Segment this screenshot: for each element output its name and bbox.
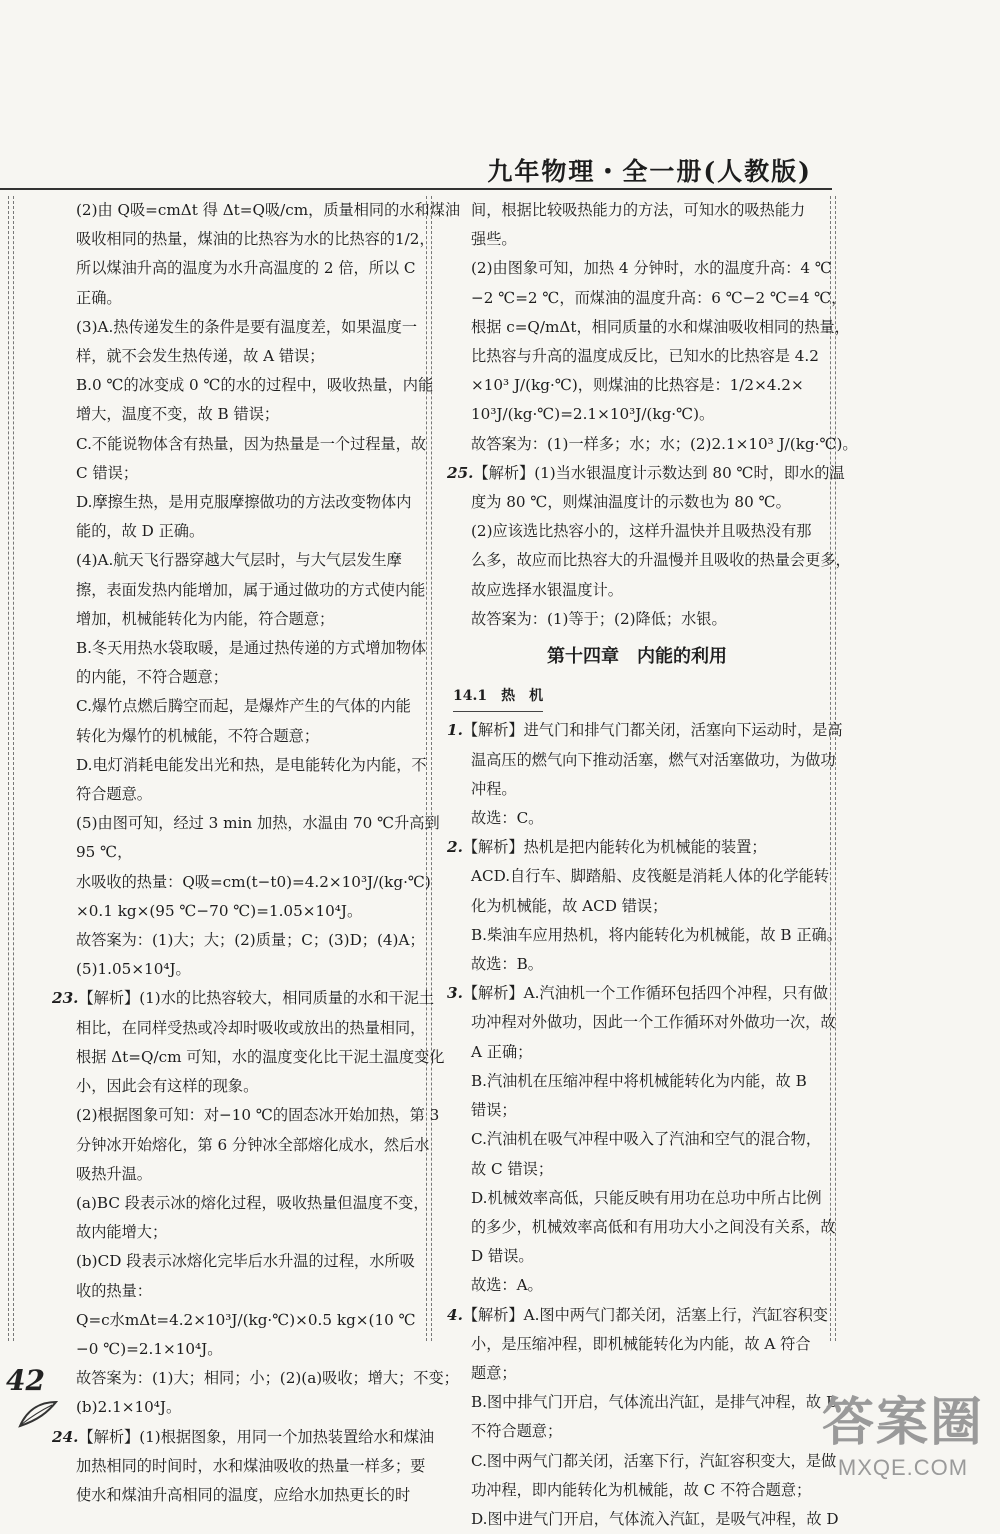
- question-number: 1.: [447, 721, 463, 740]
- text-line: [58, 430, 427, 459]
- text-line: [453, 1388, 838, 1417]
- line-text: 故应选择水银温度计。: [471, 580, 623, 599]
- line-text: 故选：B。: [471, 955, 543, 974]
- line-text: 功冲程，即内能转化为机械能，故 C 不符合题意；: [471, 1480, 812, 1499]
- line-text: 度为 80 ℃，则煤油温度计的示数也为 80 ℃。: [471, 493, 791, 512]
- line-text: 根据 c=Q/mΔt，相同质量的水和煤油吸收相同的热量，: [471, 317, 850, 336]
- text-line: [447, 1301, 828, 1330]
- chapter-title: 第十四章 内能的利用: [547, 646, 727, 668]
- line-text: 10³J/(kg·℃)=2.1×10³J/(kg·℃)。: [471, 405, 715, 424]
- line-text: (3)A.热传递发生的条件是要有温度差，如果温度一: [76, 317, 418, 336]
- line-text: (b)CD 段表示冰熔化完毕后水升温的过程，水所吸: [76, 1252, 415, 1271]
- line-text: 间，根据比较吸热能力的方法，可知水的吸热能力: [471, 201, 806, 219]
- line-text: (2)根据图象可知：对−10 ℃的固态冰开始加热，第 3: [76, 1106, 440, 1125]
- text-line: [453, 1038, 821, 1067]
- text-line: [453, 1184, 821, 1213]
- text-line: [453, 1155, 821, 1184]
- text-line: [453, 371, 821, 400]
- text-line: [58, 838, 418, 867]
- text-line: [453, 605, 821, 634]
- line-text: (4)A.航天飞行器穿越大气层时，与大气层发生摩: [76, 551, 402, 570]
- line-text: 增加，机械能转化为内能，符合题意；: [76, 609, 335, 628]
- line-text: 功冲程对外做功，因此一个工作循环对外做功一次，故: [471, 1013, 836, 1032]
- line-text: 吸热升温。: [76, 1164, 152, 1183]
- text-line: [453, 225, 821, 254]
- line-text: (2)由 Q吸=cmΔt 得 Δt=Q吸/cm，质量相同的水和煤油: [76, 201, 461, 219]
- text-line: [453, 1505, 839, 1534]
- text-line: [453, 862, 829, 891]
- text-line: [453, 517, 821, 546]
- line-text: 【解析】(1)水的比热容较大，相同质量的水和干泥土: [78, 989, 435, 1008]
- question-number: 4.: [447, 1305, 463, 1324]
- line-text: (a)BC 段表示冰的熔化过程，吸收热量但温度不变，: [76, 1193, 429, 1212]
- line-text: 使水和煤油升高相同的温度，应给水加热更长的时: [76, 1485, 411, 1504]
- line-text: (b)2.1×10⁴J。: [76, 1398, 182, 1417]
- text-line: [58, 1160, 418, 1189]
- text-line: [58, 313, 418, 342]
- line-text: 故选：A。: [471, 1276, 543, 1295]
- line-text: C.汽油机在吸气冲程中吸入了汽油和空气的混合物，: [471, 1130, 822, 1149]
- text-line: [447, 716, 843, 745]
- line-text: 错误；: [471, 1101, 517, 1120]
- line-text: 【解析】(1)当水银温度计示数达到 80 ℃时，即水的温: [473, 463, 845, 482]
- text-line: [453, 1125, 821, 1154]
- text-line: [453, 775, 821, 804]
- text-line: [453, 284, 847, 313]
- text-line: [58, 780, 418, 809]
- line-text: B.0 ℃的冰变成 0 ℃的水的过程中，吸收热量，内能: [76, 376, 434, 395]
- text-line: [453, 196, 821, 225]
- line-text: 故答案为：(1)大；大；(2)质量；C；(3)D；(4)A；: [76, 931, 425, 950]
- line-text: 根据 Δt=Q/cm 可知，水的温度变化比干泥土温度变化: [76, 1047, 445, 1066]
- line-text: 水吸收的热量：Q吸=cm(t−t0)=4.2×10³J/(kg·℃): [76, 872, 431, 891]
- section-title: 14.1 热 机: [453, 682, 543, 712]
- text-line: [453, 1447, 837, 1476]
- line-text: D.图中进气门开启，气体流入汽缸，是吸气冲程，故 D: [471, 1509, 839, 1528]
- left-margin-rail: [8, 196, 14, 1341]
- text-line: [58, 926, 425, 955]
- text-line: [58, 1218, 418, 1247]
- line-text: 【解析】A.图中两气门都关闭，活塞上行，汽缸容积变: [462, 1305, 828, 1324]
- text-line: [447, 833, 821, 862]
- line-text: 【解析】热机是把内能转化为机械能的装置；: [462, 838, 767, 857]
- line-text: −0 ℃)=2.1×10⁴J。: [76, 1339, 223, 1358]
- text-line: [58, 1247, 418, 1276]
- line-text: 正确。: [76, 288, 122, 307]
- line-text: 95 ℃，: [76, 843, 133, 862]
- text-line: [58, 459, 418, 488]
- text-line: [453, 1067, 821, 1096]
- text-line: [453, 921, 842, 950]
- text-line: [453, 1242, 821, 1271]
- line-text: ×0.1 kg×(95 ℃−70 ℃)=1.05×10⁴J。: [76, 901, 363, 920]
- question-number: 2.: [447, 838, 463, 857]
- text-line: [453, 1417, 821, 1446]
- text-line: [453, 892, 821, 921]
- line-text: C.爆竹点燃后腾空而起，是爆炸产生的气体的内能: [76, 697, 411, 716]
- text-line: [453, 1476, 821, 1505]
- text-line: [58, 546, 418, 575]
- text-line: [453, 313, 850, 342]
- text-line: [52, 984, 435, 1013]
- line-text: 的内能，不符合题意；: [76, 668, 228, 687]
- line-text: D.机械效率高低，只能反映有用功在总功中所占比例: [471, 1188, 822, 1207]
- text-line: [58, 1101, 440, 1130]
- question-number: 23.: [52, 989, 79, 1008]
- text-line: [58, 1014, 426, 1043]
- text-line: [58, 576, 426, 605]
- line-text: C.不能说物体含有热量，因为热量是一个过程量，故: [76, 434, 427, 453]
- line-text: 加热相同的时间时，水和煤油吸收的热量一样多；要: [76, 1456, 426, 1475]
- line-text: 样，就不会发生热传递，故 A 错误；: [76, 347, 325, 366]
- text-line: [453, 254, 832, 283]
- line-text: (5)由图可知，经过 3 min 加热，水温由 70 ℃升高到: [76, 814, 440, 833]
- line-text: 故答案为：(1)一样多；水；水；(2)2.1×10³ J/(kg·℃)。: [471, 434, 858, 453]
- text-line: [58, 692, 418, 721]
- line-text: B.图中排气门开启，气体流出汽缸，是排气冲程，故 B: [471, 1393, 838, 1412]
- line-text: 擦，表面发热内能增加，属于通过做功的方式使内能: [76, 580, 426, 599]
- text-line: [58, 371, 434, 400]
- text-line: [447, 979, 828, 1008]
- line-text: 化为机械能，故 ACD 错误；: [471, 896, 668, 915]
- text-line: [58, 517, 418, 546]
- text-line: [58, 225, 435, 254]
- watermark: [822, 1380, 984, 1481]
- text-line: [58, 488, 418, 517]
- right-column: [447, 196, 858, 1534]
- text-line: [58, 284, 418, 313]
- text-line: [58, 1364, 459, 1393]
- line-text: 收的热量：: [76, 1281, 152, 1300]
- text-line: [58, 868, 431, 897]
- text-line: [58, 605, 418, 634]
- line-text: B.冬天用热水袋取暖，是通过热传递的方式增加物体: [76, 639, 427, 658]
- text-line: [453, 804, 821, 833]
- text-line: [453, 342, 821, 371]
- text-line: [58, 1335, 418, 1364]
- question-number: 25.: [447, 463, 474, 482]
- text-line: [453, 1330, 821, 1359]
- text-line: [58, 663, 418, 692]
- line-text: 【解析】(1)根据图象，用同一个加热装置给水和煤油: [78, 1427, 435, 1446]
- line-text: D 错误。: [471, 1247, 534, 1266]
- line-text: 小，因此会有这样的现象。: [76, 1077, 259, 1096]
- line-text: 【解析】进气门和排气门都关闭，活塞向下运动时，是高: [462, 721, 843, 740]
- text-line: [453, 1271, 821, 1300]
- line-text: 不符合题意；: [471, 1422, 563, 1441]
- question-number: 24.: [52, 1427, 79, 1446]
- text-line: [453, 1008, 836, 1037]
- watermark-site: MXQE.COM: [837, 1455, 969, 1480]
- text-line: [58, 254, 418, 283]
- header-rule: [0, 188, 832, 190]
- text-line: [447, 459, 845, 488]
- line-text: B.柴油车应用热机，将内能转化为机械能，故 B 正确。: [471, 925, 842, 944]
- line-text: D.电灯消耗电能发出光和热，是电能转化为内能，不: [76, 755, 427, 774]
- line-text: 符合题意。: [76, 785, 152, 804]
- line-text: −2 ℃=2 ℃，而煤油的温度升高：6 ℃−2 ℃=4 ℃，: [471, 288, 847, 307]
- text-line: [58, 196, 461, 225]
- text-line: [453, 488, 821, 517]
- line-text: C 错误；: [76, 463, 139, 482]
- text-line: [58, 1306, 418, 1335]
- text-line: [453, 1096, 821, 1125]
- line-text: 比热容与升高的温度成反比，已知水的比热容是 4.2: [471, 347, 819, 366]
- line-text: C.图中两气门都关闭，活塞下行，汽缸容积变大，是做: [471, 1451, 837, 1470]
- line-text: (2)由图象可知，加热 4 分钟时，水的温度升高：4 ℃: [471, 259, 832, 278]
- line-text: 题意；: [471, 1363, 517, 1382]
- line-text: 增大，温度不变，故 B 错误；: [76, 405, 280, 424]
- text-line: [58, 1131, 430, 1160]
- text-line: [58, 342, 418, 371]
- line-text: (2)应该选比热容小的，这样升温快并且吸热没有那: [471, 522, 812, 541]
- line-text: A 正确；: [471, 1042, 533, 1061]
- text-line: [453, 1213, 836, 1242]
- line-text: 故 C 错误；: [471, 1159, 554, 1178]
- line-text: 所以煤油升高的温度为水升高温度的 2 倍，所以 C: [76, 259, 416, 278]
- text-line: [58, 809, 440, 838]
- line-text: 吸收相同的热量，煤油的比热容为水的比热容的1/2，: [76, 230, 435, 249]
- line-text: 转化为爆竹的机械能，不符合题意；: [76, 726, 319, 745]
- line-text: 温高压的燃气向下推动活塞，燃气对活塞做功，为做功: [471, 750, 836, 769]
- line-text: 分钟冰开始熔化，第 6 分钟冰全部熔化成水，然后水: [76, 1135, 430, 1154]
- text-line: [58, 1189, 429, 1218]
- leaf-ornament-icon: [18, 1398, 58, 1428]
- text-line: [58, 634, 427, 663]
- line-text: 【解析】A.汽油机一个工作循环包括四个冲程，只有做: [462, 984, 828, 1003]
- line-text: 能的，故 D 正确。: [76, 522, 205, 541]
- line-text: Q=c水mΔt=4.2×10³J/(kg·℃)×0.5 kg×(10 ℃: [76, 1310, 416, 1329]
- text-line: [453, 950, 821, 979]
- line-text: 冲程。: [471, 779, 517, 798]
- line-text: 的多少，机械效率高低和有用功大小之间没有关系，故: [471, 1217, 836, 1236]
- page-number: 42: [6, 1364, 45, 1397]
- text-line: [453, 746, 836, 775]
- text-line: [453, 576, 821, 605]
- text-line: [58, 897, 418, 926]
- line-text: 故内能增大；: [76, 1223, 168, 1242]
- line-text: D.摩擦生热，是用克服摩擦做功的方法改变物体内: [76, 493, 412, 512]
- line-text: 相比，在同样受热或冷却时吸收或放出的热量相同，: [76, 1018, 426, 1037]
- text-line: [58, 1481, 418, 1510]
- text-line: [58, 400, 418, 429]
- text-line: [58, 955, 418, 984]
- line-text: (5)1.05×10⁴J。: [76, 960, 191, 979]
- text-line: [58, 1072, 418, 1101]
- text-line: [58, 1452, 426, 1481]
- line-text: 强些。: [471, 230, 517, 249]
- line-text: ×10³ J/(kg·℃)，则煤油的比热容是：1/2×4.2×: [471, 376, 804, 395]
- text-line: [58, 1043, 445, 1072]
- text-line: [58, 751, 427, 780]
- watermark-logo: 答案圈: [821, 1392, 984, 1453]
- line-text: 故选：C。: [471, 809, 544, 828]
- line-text: ACD.自行车、脚踏船、皮筏艇是消耗人体的化学能转: [471, 867, 829, 886]
- text-line: [52, 1423, 435, 1452]
- text-line: [453, 546, 851, 575]
- text-line: [453, 1359, 821, 1388]
- line-text: 故答案为：(1)等于；(2)降低；水银。: [471, 609, 727, 628]
- line-text: 么多，故应而比热容大的升温慢并且吸收的热量会更多，: [471, 551, 851, 570]
- line-text: 故答案为：(1)大；相同；小；(2)(a)吸收；增大；不变；: [76, 1369, 459, 1388]
- text-line: [453, 400, 821, 429]
- line-text: 小，是压缩冲程，即机械能转化为内能，故 A 符合: [471, 1334, 811, 1353]
- line-text: B.汽油机在压缩冲程中将机械能转化为内能，故 B: [471, 1071, 807, 1090]
- text-line: [58, 1393, 418, 1422]
- page-header-title: 九年物理・全一册(人教版): [487, 157, 812, 186]
- text-line: [453, 430, 858, 459]
- text-line: [58, 722, 418, 751]
- text-line: [58, 1277, 418, 1306]
- question-number: 3.: [447, 984, 463, 1003]
